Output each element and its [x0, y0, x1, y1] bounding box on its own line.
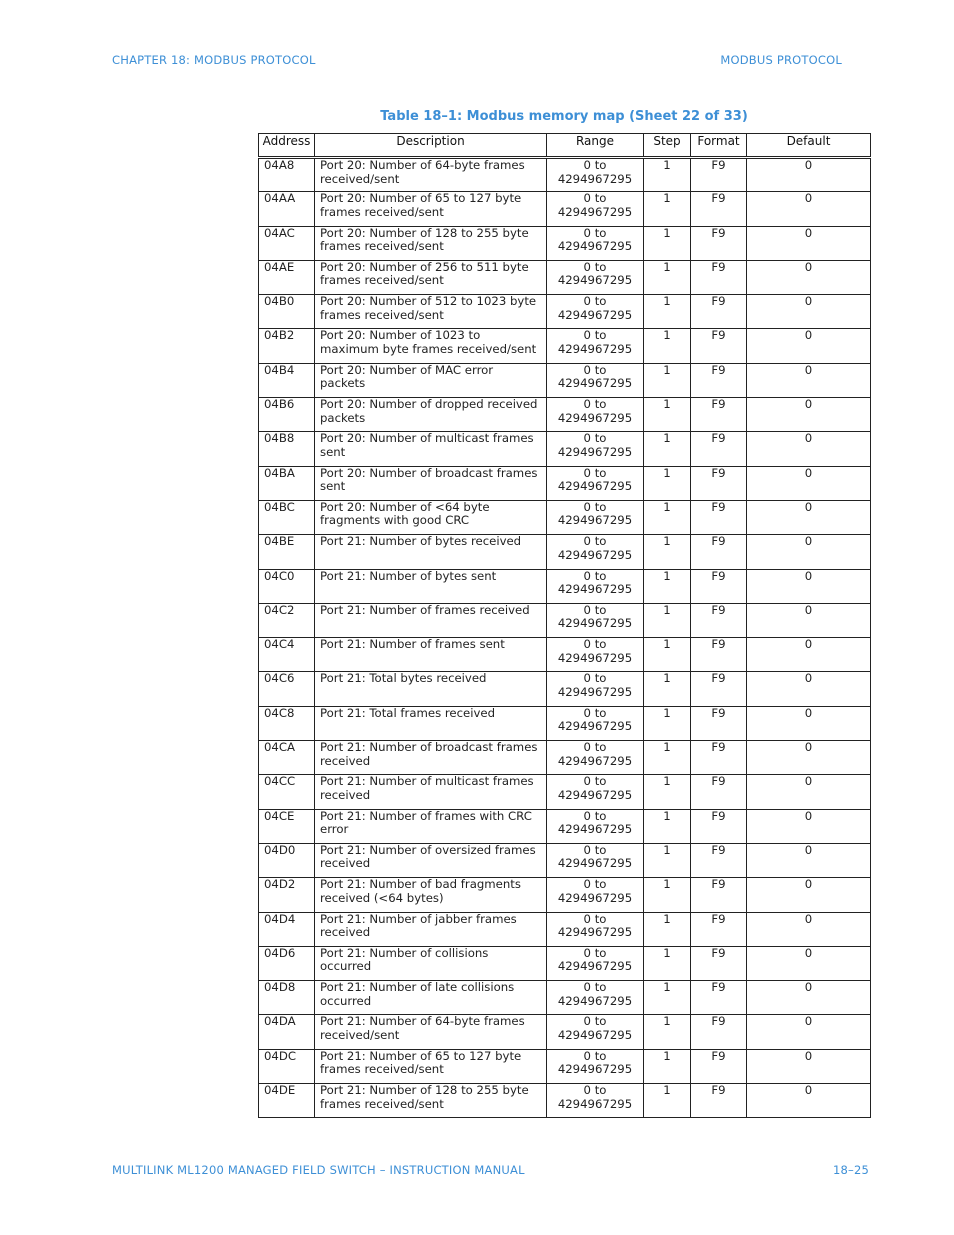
cell-format: F9: [691, 1049, 747, 1083]
cell-step: 1: [644, 843, 691, 877]
cell-step: 1: [644, 1084, 691, 1118]
cell-format: F9: [691, 843, 747, 877]
cell-range: 0 to 4294967295: [547, 535, 644, 569]
column-header-description: Description: [315, 134, 547, 158]
cell-range: 0 to 4294967295: [547, 158, 644, 192]
cell-step: 1: [644, 741, 691, 775]
cell-range: 0 to 4294967295: [547, 329, 644, 363]
cell-default: 0: [747, 706, 871, 740]
cell-default: 0: [747, 398, 871, 432]
cell-description: Port 21: Number of oversized frames received: [315, 843, 547, 877]
cell-default: 0: [747, 672, 871, 706]
cell-default: 0: [747, 981, 871, 1015]
cell-address: 04B8: [259, 432, 315, 466]
cell-default: 0: [747, 1084, 871, 1118]
cell-description: Port 20: Number of MAC error packets: [315, 363, 547, 397]
table-row: [259, 946, 871, 980]
cell-step: 1: [644, 466, 691, 500]
cell-default: 0: [747, 775, 871, 809]
table-row: [259, 1084, 871, 1118]
cell-step: 1: [644, 1049, 691, 1083]
cell-range: 0 to 4294967295: [547, 466, 644, 500]
cell-address: 04A8: [259, 158, 315, 192]
table-row: [259, 1049, 871, 1083]
cell-format: F9: [691, 638, 747, 672]
cell-default: 0: [747, 1015, 871, 1049]
cell-range: 0 to 4294967295: [547, 226, 644, 260]
column-header-address: Address: [259, 134, 315, 158]
cell-address: 04DA: [259, 1015, 315, 1049]
table-row: [259, 363, 871, 397]
cell-description: Port 20: Number of broadcast frames sent: [315, 466, 547, 500]
cell-default: 0: [747, 843, 871, 877]
cell-address: 04C4: [259, 638, 315, 672]
cell-address: 04C8: [259, 706, 315, 740]
column-header-step: Step: [644, 134, 691, 158]
cell-step: 1: [644, 432, 691, 466]
cell-format: F9: [691, 1084, 747, 1118]
cell-range: 0 to 4294967295: [547, 398, 644, 432]
cell-range: 0 to 4294967295: [547, 912, 644, 946]
cell-description: Port 21: Number of frames sent: [315, 638, 547, 672]
cell-range: 0 to 4294967295: [547, 672, 644, 706]
cell-range: 0 to 4294967295: [547, 775, 644, 809]
cell-step: 1: [644, 672, 691, 706]
table-row: [259, 569, 871, 603]
cell-range: 0 to 4294967295: [547, 569, 644, 603]
running-header-section: MODBUS PROTOCOL: [720, 53, 842, 67]
cell-description: Port 21: Number of frames received: [315, 603, 547, 637]
cell-address: 04DC: [259, 1049, 315, 1083]
cell-format: F9: [691, 466, 747, 500]
cell-description: Port 21: Total frames received: [315, 706, 547, 740]
table-row: [259, 329, 871, 363]
table-row: [259, 432, 871, 466]
cell-description: Port 20: Number of multicast frames sent: [315, 432, 547, 466]
cell-step: 1: [644, 535, 691, 569]
cell-range: 0 to 4294967295: [547, 260, 644, 294]
cell-description: Port 20: Number of 128 to 255 byte frames received/sent: [315, 226, 547, 260]
table-row: [259, 158, 871, 192]
table-row: [259, 672, 871, 706]
cell-range: 0 to 4294967295: [547, 946, 644, 980]
cell-address: 04AE: [259, 260, 315, 294]
cell-address: 04D2: [259, 878, 315, 912]
cell-address: 04CE: [259, 809, 315, 843]
cell-format: F9: [691, 192, 747, 226]
cell-step: 1: [644, 363, 691, 397]
cell-default: 0: [747, 329, 871, 363]
cell-description: Port 20: Number of 65 to 127 byte frames received/sent: [315, 192, 547, 226]
cell-description: Port 20: Number of 64-byte frames received/sent: [315, 158, 547, 192]
cell-step: 1: [644, 158, 691, 192]
cell-range: 0 to 4294967295: [547, 706, 644, 740]
cell-default: 0: [747, 603, 871, 637]
cell-range: 0 to 4294967295: [547, 1015, 644, 1049]
cell-range: 0 to 4294967295: [547, 878, 644, 912]
table-row: [259, 295, 871, 329]
cell-step: 1: [644, 638, 691, 672]
cell-description: Port 21: Number of 64-byte frames received/sent: [315, 1015, 547, 1049]
cell-range: 0 to 4294967295: [547, 741, 644, 775]
cell-description: Port 21: Number of jabber frames received: [315, 912, 547, 946]
column-header-range: Range: [547, 134, 644, 158]
cell-description: Port 21: Number of frames with CRC error: [315, 809, 547, 843]
cell-range: 0 to 4294967295: [547, 295, 644, 329]
cell-range: 0 to 4294967295: [547, 363, 644, 397]
cell-default: 0: [747, 1049, 871, 1083]
cell-format: F9: [691, 603, 747, 637]
cell-format: F9: [691, 569, 747, 603]
cell-step: 1: [644, 260, 691, 294]
cell-step: 1: [644, 1015, 691, 1049]
cell-default: 0: [747, 912, 871, 946]
cell-description: Port 20: Number of 256 to 511 byte frames received/sent: [315, 260, 547, 294]
cell-step: 1: [644, 226, 691, 260]
cell-step: 1: [644, 295, 691, 329]
cell-format: F9: [691, 912, 747, 946]
cell-range: 0 to 4294967295: [547, 1049, 644, 1083]
cell-description: Port 21: Number of 128 to 255 byte frames received/sent: [315, 1084, 547, 1118]
cell-address: 04BA: [259, 466, 315, 500]
cell-step: 1: [644, 809, 691, 843]
table-row: [259, 398, 871, 432]
cell-description: Port 20: Number of dropped received packets: [315, 398, 547, 432]
table-row: [259, 775, 871, 809]
cell-description: Port 20: Number of <64 byte fragments with good CRC: [315, 500, 547, 534]
table-row: [259, 466, 871, 500]
cell-step: 1: [644, 500, 691, 534]
cell-format: F9: [691, 260, 747, 294]
cell-format: F9: [691, 158, 747, 192]
cell-format: F9: [691, 878, 747, 912]
cell-range: 0 to 4294967295: [547, 603, 644, 637]
table-caption: Table 18–1: Modbus memory map (Sheet 22 of 33): [380, 109, 748, 124]
cell-default: 0: [747, 946, 871, 980]
cell-default: 0: [747, 466, 871, 500]
cell-description: Port 21: Number of bad fragments received (<64 bytes): [315, 878, 547, 912]
cell-description: Port 21: Number of multicast frames received: [315, 775, 547, 809]
table-body: [259, 158, 871, 1118]
cell-default: 0: [747, 878, 871, 912]
table-row: [259, 500, 871, 534]
cell-format: F9: [691, 1015, 747, 1049]
table-row: [259, 912, 871, 946]
cell-address: 04B4: [259, 363, 315, 397]
cell-default: 0: [747, 158, 871, 192]
table-row: [259, 878, 871, 912]
cell-address: 04B6: [259, 398, 315, 432]
cell-range: 0 to 4294967295: [547, 809, 644, 843]
cell-description: Port 20: Number of 512 to 1023 byte frames received/sent: [315, 295, 547, 329]
cell-format: F9: [691, 398, 747, 432]
table-row: [259, 1015, 871, 1049]
cell-format: F9: [691, 535, 747, 569]
cell-range: 0 to 4294967295: [547, 192, 644, 226]
cell-format: F9: [691, 946, 747, 980]
cell-format: F9: [691, 226, 747, 260]
table-header-row: [259, 134, 871, 158]
cell-step: 1: [644, 706, 691, 740]
cell-step: 1: [644, 192, 691, 226]
cell-address: 04AC: [259, 226, 315, 260]
cell-format: F9: [691, 981, 747, 1015]
table-row: [259, 192, 871, 226]
cell-step: 1: [644, 398, 691, 432]
cell-format: F9: [691, 295, 747, 329]
cell-address: 04CC: [259, 775, 315, 809]
cell-address: 04BC: [259, 500, 315, 534]
cell-description: Port 21: Number of collisions occurred: [315, 946, 547, 980]
cell-default: 0: [747, 535, 871, 569]
cell-default: 0: [747, 363, 871, 397]
modbus-memory-map-table: [258, 133, 871, 1118]
cell-default: 0: [747, 260, 871, 294]
cell-address: 04AA: [259, 192, 315, 226]
cell-address: 04B2: [259, 329, 315, 363]
cell-range: 0 to 4294967295: [547, 981, 644, 1015]
cell-format: F9: [691, 809, 747, 843]
cell-range: 0 to 4294967295: [547, 638, 644, 672]
table-row: [259, 226, 871, 260]
table-row: [259, 603, 871, 637]
cell-address: 04D4: [259, 912, 315, 946]
cell-step: 1: [644, 912, 691, 946]
cell-address: 04D0: [259, 843, 315, 877]
cell-description: Port 21: Number of broadcast frames received: [315, 741, 547, 775]
cell-default: 0: [747, 569, 871, 603]
cell-description: Port 21: Number of bytes sent: [315, 569, 547, 603]
cell-description: Port 21: Number of bytes received: [315, 535, 547, 569]
table-row: [259, 809, 871, 843]
cell-default: 0: [747, 638, 871, 672]
column-header-default: Default: [747, 134, 871, 158]
cell-default: 0: [747, 295, 871, 329]
table-row: [259, 260, 871, 294]
cell-address: 04CA: [259, 741, 315, 775]
cell-description: Port 21: Total bytes received: [315, 672, 547, 706]
cell-range: 0 to 4294967295: [547, 500, 644, 534]
cell-default: 0: [747, 432, 871, 466]
cell-format: F9: [691, 706, 747, 740]
cell-step: 1: [644, 775, 691, 809]
cell-format: F9: [691, 329, 747, 363]
cell-format: F9: [691, 363, 747, 397]
page-number: 18–25: [832, 1163, 869, 1177]
table-row: [259, 741, 871, 775]
cell-step: 1: [644, 878, 691, 912]
cell-step: 1: [644, 981, 691, 1015]
cell-address: 04B0: [259, 295, 315, 329]
table-row: [259, 535, 871, 569]
cell-default: 0: [747, 741, 871, 775]
cell-step: 1: [644, 329, 691, 363]
cell-default: 0: [747, 809, 871, 843]
cell-address: 04BE: [259, 535, 315, 569]
cell-format: F9: [691, 741, 747, 775]
running-footer-manual-title: MULTILINK ML1200 MANAGED FIELD SWITCH – INSTRUCTION MANUAL: [112, 1163, 525, 1177]
cell-description: Port 21: Number of late collisions occurred: [315, 981, 547, 1015]
cell-default: 0: [747, 192, 871, 226]
table-row: [259, 843, 871, 877]
cell-format: F9: [691, 775, 747, 809]
cell-step: 1: [644, 603, 691, 637]
cell-address: 04DE: [259, 1084, 315, 1118]
table-row: [259, 981, 871, 1015]
cell-description: Port 21: Number of 65 to 127 byte frames received/sent: [315, 1049, 547, 1083]
cell-range: 0 to 4294967295: [547, 843, 644, 877]
cell-address: 04C6: [259, 672, 315, 706]
cell-address: 04D8: [259, 981, 315, 1015]
cell-address: 04C0: [259, 569, 315, 603]
cell-description: Port 20: Number of 1023 to maximum byte frames received/sent: [315, 329, 547, 363]
cell-default: 0: [747, 500, 871, 534]
cell-default: 0: [747, 226, 871, 260]
running-header-chapter: CHAPTER 18: MODBUS PROTOCOL: [112, 53, 316, 67]
cell-range: 0 to 4294967295: [547, 1084, 644, 1118]
table-row: [259, 706, 871, 740]
cell-format: F9: [691, 500, 747, 534]
column-header-format: Format: [691, 134, 747, 158]
cell-range: 0 to 4294967295: [547, 432, 644, 466]
cell-address: 04D6: [259, 946, 315, 980]
cell-format: F9: [691, 672, 747, 706]
cell-step: 1: [644, 569, 691, 603]
cell-format: F9: [691, 432, 747, 466]
cell-step: 1: [644, 946, 691, 980]
table-row: [259, 638, 871, 672]
cell-address: 04C2: [259, 603, 315, 637]
